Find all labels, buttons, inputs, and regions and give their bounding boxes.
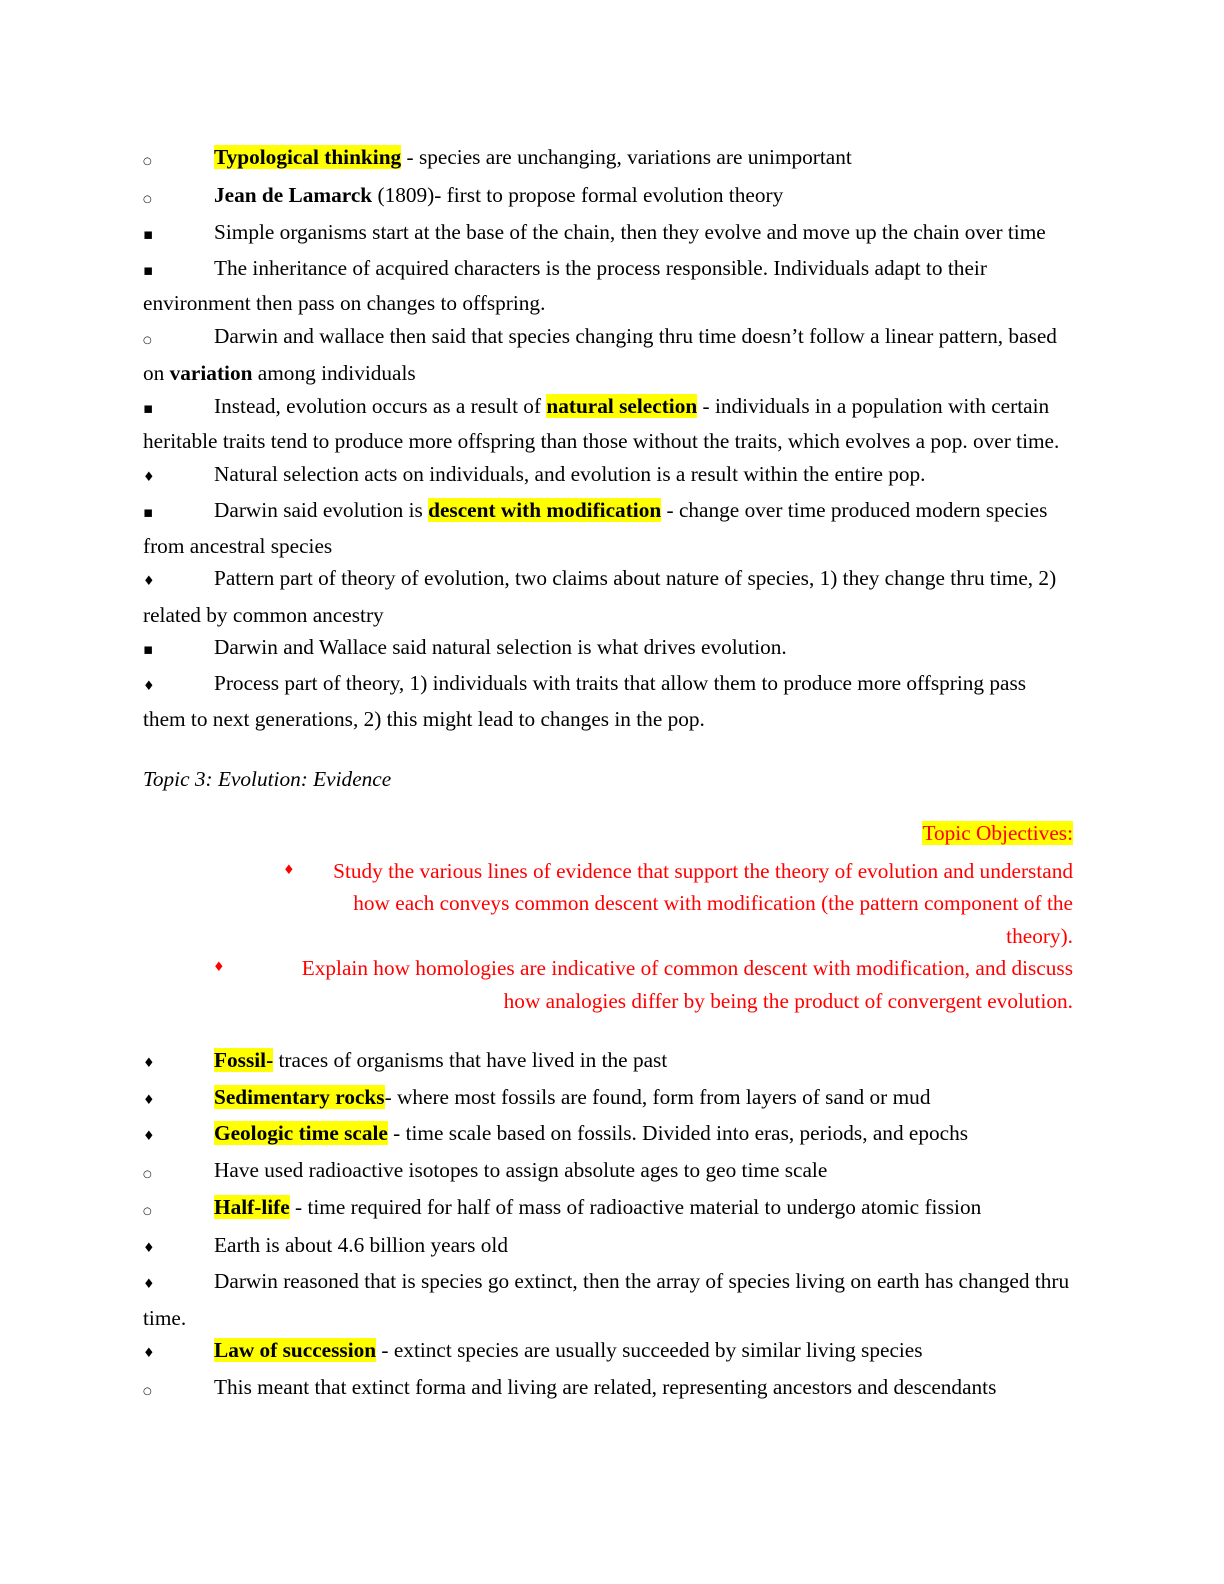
bullet-text: - extinct species are usually succeeded by similar living species bbox=[376, 1338, 923, 1362]
diamond-bullet-icon bbox=[143, 1337, 163, 1371]
bullet-text: Darwin said evolution is bbox=[214, 498, 429, 522]
bullet-item bbox=[143, 1334, 1073, 1371]
bullet-text: This meant that extinct forma and living are related, representing ancestors and descendants bbox=[214, 1374, 997, 1399]
bullet-text: Pattern part of theory of evolution, two claims about nature of species, 1) they change thru time, 2) related by common ancestry bbox=[143, 566, 1057, 627]
bullet-text: The inheritance of acquired characters is the process responsible. Individuals adapt to their environment then pass on changes to offspring. bbox=[143, 255, 987, 315]
bullet-text: - change over time produced modern species from ancestral species bbox=[143, 498, 1048, 558]
circle-bullet-icon bbox=[143, 1374, 163, 1409]
diamond-bullet-icon: ♦ bbox=[283, 862, 295, 878]
highlighted-term: descent with modification bbox=[428, 498, 662, 522]
bullet-text: Darwin reasoned that is species go extinct, then the array of species living on earth has changed thru time. bbox=[143, 1269, 1070, 1330]
bold-term: Jean de Lamarck bbox=[214, 182, 373, 207]
bullet-text: among individuals bbox=[252, 361, 416, 385]
diamond-bullet-icon bbox=[143, 1232, 163, 1266]
bullet-text: Simple organisms start at the base of the chain, then they evolve and move up the chain over time bbox=[214, 220, 1046, 244]
square-bullet-icon bbox=[143, 633, 163, 667]
bullet-text: - time scale based on fossils. Divided into eras, periods, and epochs bbox=[387, 1121, 969, 1145]
bullet-item bbox=[143, 1229, 1073, 1266]
notes-section-1 bbox=[143, 141, 1073, 736]
diamond-bullet-icon: ♦ bbox=[213, 960, 225, 975]
bullet-item bbox=[143, 494, 1073, 562]
circle-bullet-icon bbox=[143, 1157, 163, 1192]
diamond-bullet-icon bbox=[143, 1047, 163, 1081]
objectives-title: Topic Objectives: bbox=[922, 821, 1073, 845]
topic-heading: Topic 3: Evolution: Evidence bbox=[143, 766, 392, 791]
diamond-bullet-icon bbox=[143, 1120, 163, 1154]
bullet-item bbox=[143, 1081, 1073, 1118]
diamond-bullet-icon bbox=[143, 565, 163, 599]
highlighted-term: Sedimentary rocks bbox=[214, 1084, 385, 1109]
bullet-text: Instead, evolution occurs as a result of bbox=[214, 393, 547, 418]
highlighted-term: Geologic time scale bbox=[214, 1121, 388, 1145]
circle-bullet-icon bbox=[143, 1194, 163, 1229]
bullet-item bbox=[143, 390, 1073, 458]
highlighted-term: natural selection bbox=[546, 393, 698, 418]
square-bullet-icon bbox=[143, 254, 163, 288]
bullet-item bbox=[143, 458, 1073, 495]
bullet-item bbox=[143, 1044, 1073, 1081]
bullet-item bbox=[143, 1191, 1073, 1229]
notes-section-2 bbox=[143, 1044, 1073, 1408]
circle-bullet-icon bbox=[143, 144, 163, 179]
bullet-item bbox=[143, 667, 1073, 736]
highlighted-term: Law of succession bbox=[214, 1338, 377, 1362]
bullet-text: (1809)- first to propose formal evolution theory bbox=[372, 182, 784, 207]
bullet-text: Earth is about 4.6 billion years old bbox=[214, 1232, 508, 1257]
objective-item: ♦ Study the various lines of evidence that support the theory of evolution and understand how each conveys common descent with modification (the pattern component of the theory). bbox=[143, 855, 1073, 953]
bullet-text: - time required for half of mass of radioactive material to undergo atomic fission bbox=[289, 1195, 982, 1219]
diamond-bullet-icon bbox=[143, 461, 163, 495]
diamond-bullet-icon bbox=[143, 670, 163, 704]
bullet-text: Darwin and wallace then said that species changing thru time doesn’t follow a linear pattern, based on bbox=[143, 323, 1057, 385]
objective-item: ♦ Explain how homologies are indicative of common descent with modification, and discuss how analogies differ by being the product of convergent evolution. bbox=[143, 952, 1073, 1017]
square-bullet-icon bbox=[143, 496, 163, 530]
topic-objectives bbox=[143, 817, 1073, 1017]
document-page bbox=[143, 141, 1073, 1408]
circle-bullet-icon bbox=[143, 182, 163, 217]
bullet-text: Process part of theory, 1) individuals with traits that allow them to produce more offspring pass them to next generations, 2) this might lead to changes in the pop. bbox=[143, 670, 1027, 731]
bullet-item bbox=[143, 1371, 1073, 1409]
bullet-item bbox=[143, 179, 1073, 217]
bullet-item bbox=[143, 1117, 1073, 1154]
bullet-item bbox=[143, 1265, 1073, 1334]
bullet-item bbox=[143, 1154, 1073, 1192]
bullet-item bbox=[143, 141, 1073, 179]
diamond-bullet-icon bbox=[143, 1268, 163, 1302]
bullet-text: Have used radioactive isotopes to assign absolute ages to geo time scale bbox=[214, 1157, 828, 1182]
bullet-text: - individuals in a population with certain heritable traits tend to produce more offspring than those without the traits, which evolves a pop. over time. bbox=[143, 393, 1060, 453]
bullet-text: Darwin and Wallace said natural selection is what drives evolution. bbox=[214, 635, 787, 659]
bullet-item bbox=[143, 631, 1073, 667]
bullet-text: - species are unchanging, variations are unimportant bbox=[401, 145, 852, 169]
bold-term: variation bbox=[169, 361, 253, 385]
bullet-item bbox=[143, 252, 1073, 320]
bullet-item bbox=[143, 216, 1073, 252]
bullet-item bbox=[143, 562, 1073, 631]
highlighted-term: Typological thinking bbox=[214, 145, 402, 169]
diamond-bullet-icon bbox=[143, 1084, 163, 1118]
highlighted-term: Half-life bbox=[214, 1195, 290, 1219]
bullet-text: - where most fossils are found, form from layers of sand or mud bbox=[384, 1084, 931, 1109]
bullet-text: Natural selection acts on individuals, and evolution is a result within the entire pop. bbox=[214, 461, 926, 486]
square-bullet-icon bbox=[143, 392, 163, 426]
bullet-item bbox=[143, 320, 1073, 390]
circle-bullet-icon bbox=[143, 323, 163, 358]
square-bullet-icon bbox=[143, 218, 163, 252]
bullet-text: traces of organisms that have lived in the past bbox=[273, 1048, 668, 1072]
highlighted-term: Fossil- bbox=[214, 1048, 274, 1072]
